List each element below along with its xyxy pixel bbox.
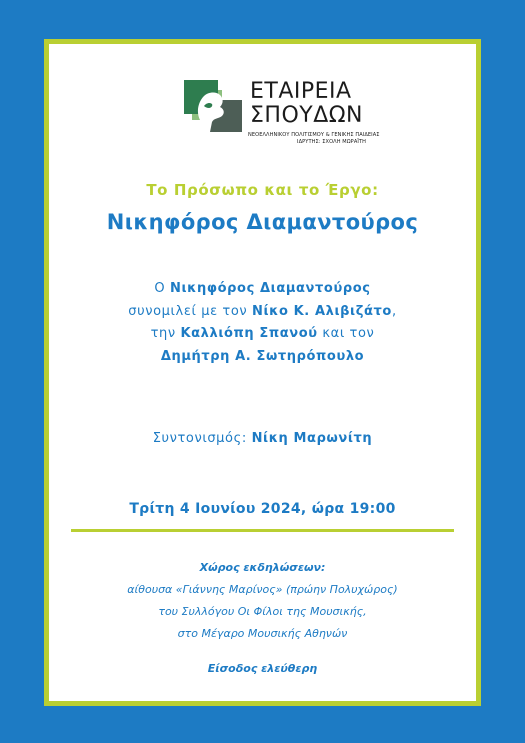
venue-line-3: στο Μέγαρο Μουσικής Αθηνών <box>177 627 348 640</box>
coordination-line <box>49 431 476 446</box>
logo-subtitle-line1: ΝΕΟΕΛΛΗΝΙΚΟΥ ΠΟΛΙΤΙΣΜΟΥ & ΓΕΝΙΚΗΣ ΠΑΙΔΕΙΑΣ <box>248 132 380 138</box>
description-line-3 <box>49 323 476 346</box>
description-line-2 <box>49 301 476 324</box>
coordinator-name: Νίκη Μαρωνίτη <box>251 431 373 446</box>
description-text: και τον <box>317 326 375 341</box>
divider <box>71 529 454 532</box>
society-logo <box>182 74 442 154</box>
venue-heading: Χώρος εκδηλώσεων: <box>199 561 326 574</box>
honoree-title: Νικηφόρος Διαμαντούρος <box>106 210 419 234</box>
logo-subtitle-line2: ΙΔΡΥΤΗΣ: ΣΧΟΛΗ ΜΩΡΑΪΤΗ <box>297 139 366 145</box>
event-description <box>49 278 476 368</box>
logo-title-line2: ΣΠΟΥΔΩΝ <box>250 103 364 128</box>
description-line-1 <box>49 278 476 301</box>
logo-subtitle <box>248 132 380 146</box>
coordination-label: Συντονισμός: <box>152 431 252 446</box>
poster-frame <box>44 39 481 706</box>
description-text: Ο <box>154 281 170 296</box>
venue-line-1: αίθουσα «Γιάννης Μαρίνος» (πρώην Πολυχώρος) <box>127 583 398 596</box>
speaker-name: Νίκο Κ. Αλιβιζάτο <box>252 303 392 319</box>
speaker-name: Νικηφόρος Διαμαντούρος <box>170 281 371 296</box>
venue-line-2: του Συλλόγου Οι Φίλοι της Μουσικής, <box>158 605 367 618</box>
venue-block <box>49 557 476 645</box>
description-text: , <box>391 303 397 319</box>
free-entry: Είσοδος ελεύθερη <box>207 662 318 675</box>
logo-title-line1: ΕΤΑΙΡΕΙΑ <box>250 79 352 104</box>
description-text: την <box>150 326 181 341</box>
logo-title <box>250 80 363 128</box>
logo-emblem-icon <box>182 76 244 134</box>
description-line-4 <box>49 346 476 369</box>
poster-card <box>49 44 476 701</box>
event-datetime: Τρίτη 4 Ιουνίου 2024, ώρα 19:00 <box>129 501 396 517</box>
speaker-name: Καλλιόπη Σπανού <box>180 326 318 341</box>
speaker-name: Δημήτρη Α. Σωτηρόπουλο <box>160 348 365 364</box>
series-title: Το Πρόσωπο και το Έργο: <box>146 181 379 199</box>
description-text: συνομιλεί με τον <box>128 303 252 319</box>
